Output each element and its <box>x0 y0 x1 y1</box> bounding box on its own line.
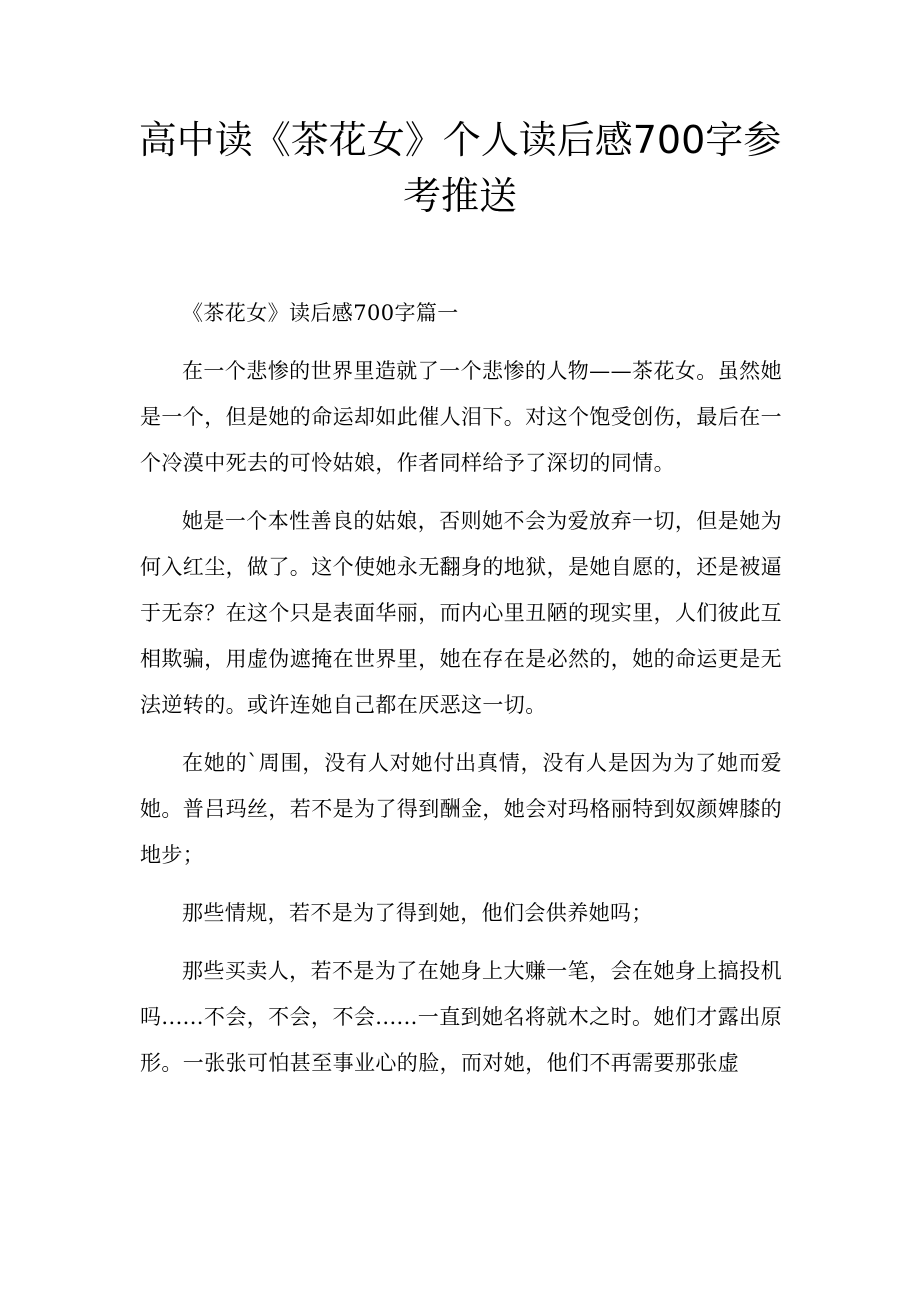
paragraph: 在她的`周围，没有人对她付出真情，没有人是因为为了她而爱她。普吕玛丝，若不是为了得到酬金，她会对玛格丽特到奴颜婢膝的地步； <box>140 751 782 867</box>
section-heading: 《茶花女》读后感700字篇一 <box>182 301 459 325</box>
paragraph: 那些买卖人，若不是为了在她身上大赚一笔，会在她身上搞投机吗......不会，不会，不会......一直到她名将就木之时。她们才露出原形。一张张可怕甚至事业心的脸，而对她，他们不再需要那张虚 <box>140 959 782 1075</box>
document-body <box>140 290 782 1098</box>
paragraph: 她是一个本性善良的姑娘，否则她不会为爱放弃一切，但是她为何入红尘，做了。这个使她永无翻身的地狱，是她自愿的，还是被逼于无奈？在这个只是表面华丽，而内心里丑陋的现实里，人们彼此互相欺骗，用虚伪遮掩在世界里，她在存在是必然的，她的命运更是无法逆转的。或许连她自己都在厌恶这一切。 <box>140 509 782 717</box>
paragraph: 在一个悲惨的世界里造就了一个悲惨的人物——茶花女。虽然她是一个，但是她的命运却如此催人泪下。对这个饱受创伤，最后在一个冷漠中死去的可怜姑娘，作者同样给予了深切的同情。 <box>140 359 782 475</box>
document-title: 高中读《茶花女》个人读后感700字参考推送 <box>138 118 782 218</box>
paragraph: 那些情规，若不是为了得到她，他们会供养她吗； <box>182 901 653 925</box>
